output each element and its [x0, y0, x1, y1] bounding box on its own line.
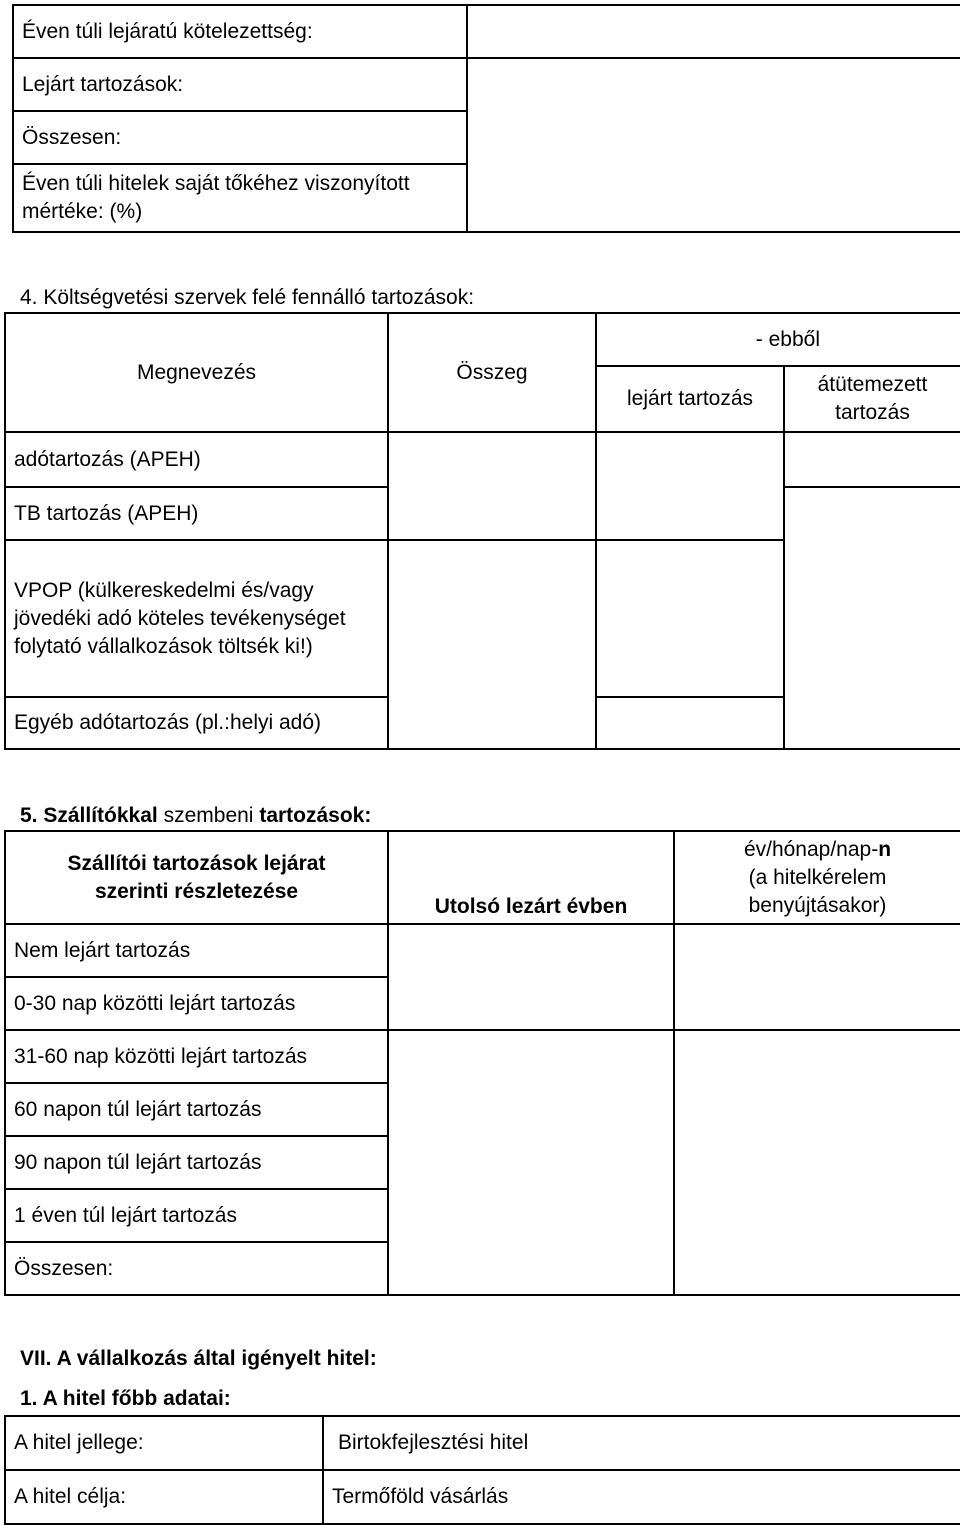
supplier-row-label-total: Összesen: [5, 1242, 388, 1295]
budget-row-label-tb: TB tartozás (APEH) [5, 487, 388, 540]
budget-row-label-other: Egyéb adótartozás (pl.:helyi adó) [5, 697, 388, 749]
supplier-cell-date-2[interactable] [674, 1030, 960, 1295]
col-header-rescheduled: átütemezett tartozás [784, 366, 960, 432]
liabilities-table [12, 4, 960, 233]
budget-row-label-vpop: VPOP (külkereskedelmi és/vagy jövedéki adó köteles tevékenységet folytató vállalkozások töltsék ki!) [5, 540, 388, 697]
liabilities-label-overdue: Lejárt tartozások: [13, 58, 467, 111]
liabilities-value-long-term[interactable] [467, 5, 960, 58]
col-header-amount: Összeg [388, 313, 596, 432]
liabilities-label-long-term: Éven túli lejáratú kötelezettség: [13, 5, 467, 58]
credit-value-purpose[interactable]: Termőföld vásárlás [323, 1470, 960, 1524]
supplier-cell-last-year-2[interactable] [388, 1030, 674, 1295]
credit-value-type[interactable]: Birtokfejlesztési hitel [323, 1416, 960, 1470]
supplier-cell-last-year-0[interactable] [388, 924, 674, 1030]
section5-heading [20, 803, 371, 829]
budget-cell-overdue-3[interactable] [596, 697, 784, 749]
section5-heading-suppliers: Szállítókkal [43, 804, 158, 827]
col-header-date-prefix: év/hónap/nap- [743, 837, 879, 861]
credit-label-purpose: A hitel célja: [5, 1470, 323, 1524]
col-header-name: Megnevezés [5, 313, 388, 432]
budget-debts-table [4, 312, 960, 750]
section5-heading-against: szembeni [163, 804, 254, 827]
liabilities-label-total: Összesen: [13, 111, 467, 164]
col-header-last-year: Utolsó lezárt évben [388, 831, 674, 924]
supplier-row-label-3: 60 napon túl lejárt tartozás [5, 1083, 388, 1136]
credit-data-table [4, 1415, 960, 1525]
supplier-row-label-4: 90 napon túl lejárt tartozás [5, 1136, 388, 1189]
budget-cell-amount-2[interactable] [388, 540, 596, 749]
budget-cell-overdue-2[interactable] [596, 540, 784, 697]
budget-row-label-tax: adótartozás (APEH) [5, 432, 388, 487]
budget-cell-rescheduled-1[interactable] [784, 432, 960, 487]
col-header-supplier-desc: Szállítói tartozások lejárat szerinti részletezése [5, 831, 388, 924]
liabilities-label-ratio: Éven túli hitelek saját tőkéhez viszonyított mértéke: (%) [13, 164, 467, 232]
credit-label-type: A hitel jellege: [5, 1416, 323, 1470]
col-header-of-which: - ebből [596, 313, 960, 366]
col-header-date-note: (a hitelkérelem benyújtásakor) [748, 865, 887, 917]
col-header-date [674, 831, 960, 924]
section7-subheading: 1. A hitel főbb adatai: [20, 1387, 231, 1410]
budget-cell-amount-1[interactable] [388, 432, 596, 540]
col-header-overdue: lejárt tartozás [596, 366, 784, 432]
supplier-row-label-5: 1 éven túl lejárt tartozás [5, 1189, 388, 1242]
budget-cell-rescheduled-2[interactable] [784, 487, 960, 749]
section7-heading: VII. A vállalkozás által igényelt hitel: [20, 1347, 377, 1370]
supplier-cell-date-0[interactable] [674, 924, 960, 1030]
liabilities-value-overdue[interactable] [467, 58, 960, 232]
supplier-debts-table [4, 830, 960, 1296]
section4-heading: 4. Költségvetési szervek felé fennálló tartozások: [20, 286, 475, 309]
col-header-date-suffix: n [878, 837, 892, 861]
supplier-row-label-1: 0-30 nap közötti lejárt tartozás [5, 977, 388, 1030]
supplier-row-label-2: 31-60 nap közötti lejárt tartozás [5, 1030, 388, 1083]
section5-heading-debts: tartozások: [259, 804, 372, 827]
budget-cell-overdue-1[interactable] [596, 432, 784, 540]
supplier-row-label-0: Nem lejárt tartozás [5, 924, 388, 977]
section5-heading-num: 5. [20, 804, 38, 827]
